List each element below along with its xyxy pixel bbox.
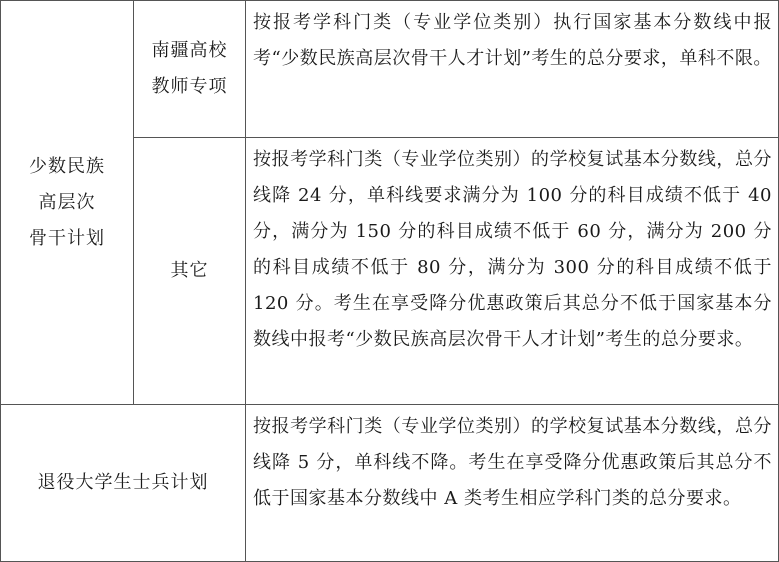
sub-label-other: 其它 [170, 260, 209, 281]
category-veteran-program: 退役大学生士兵计划 [37, 472, 209, 493]
requirement-other: 按报考学科门类（专业学位类别）的学校复试基本分数线，总分线降 24 分，单科线要求满分为 100 分的科目成绩不低于 40 分，满分为 150 分的科目成绩不低于 60 分，满分为 200 分的科目成绩不低于 80 分，满分为 300 分的科目成绩不低于 120 分。考生在享受降分优惠政策后其总分不低于国家基本分数线中报考“少数民族高层次骨干人才计划”考生的总分要求。 [253, 149, 772, 350]
sub-label-southern-xinjiang: 南疆高校 教师专项 [151, 40, 228, 97]
requirement-southern-xinjiang: 按报考学科门类（专业学位类别）执行国家基本分数线中报考“少数民族高层次骨干人才计划”考生的总分要求，单科不限。 [253, 12, 772, 69]
category-minority-program: 少数民族 高层次 骨干计划 [29, 155, 105, 249]
requirement-veteran: 按报考学科门类（专业学位类别）的学校复试基本分数线，总分线降 5 分，单科线不降。考生在享受降分优惠政策后其总分不低于国家基本分数线中 A 类考生相应学科门类的总分要求。 [253, 416, 772, 509]
